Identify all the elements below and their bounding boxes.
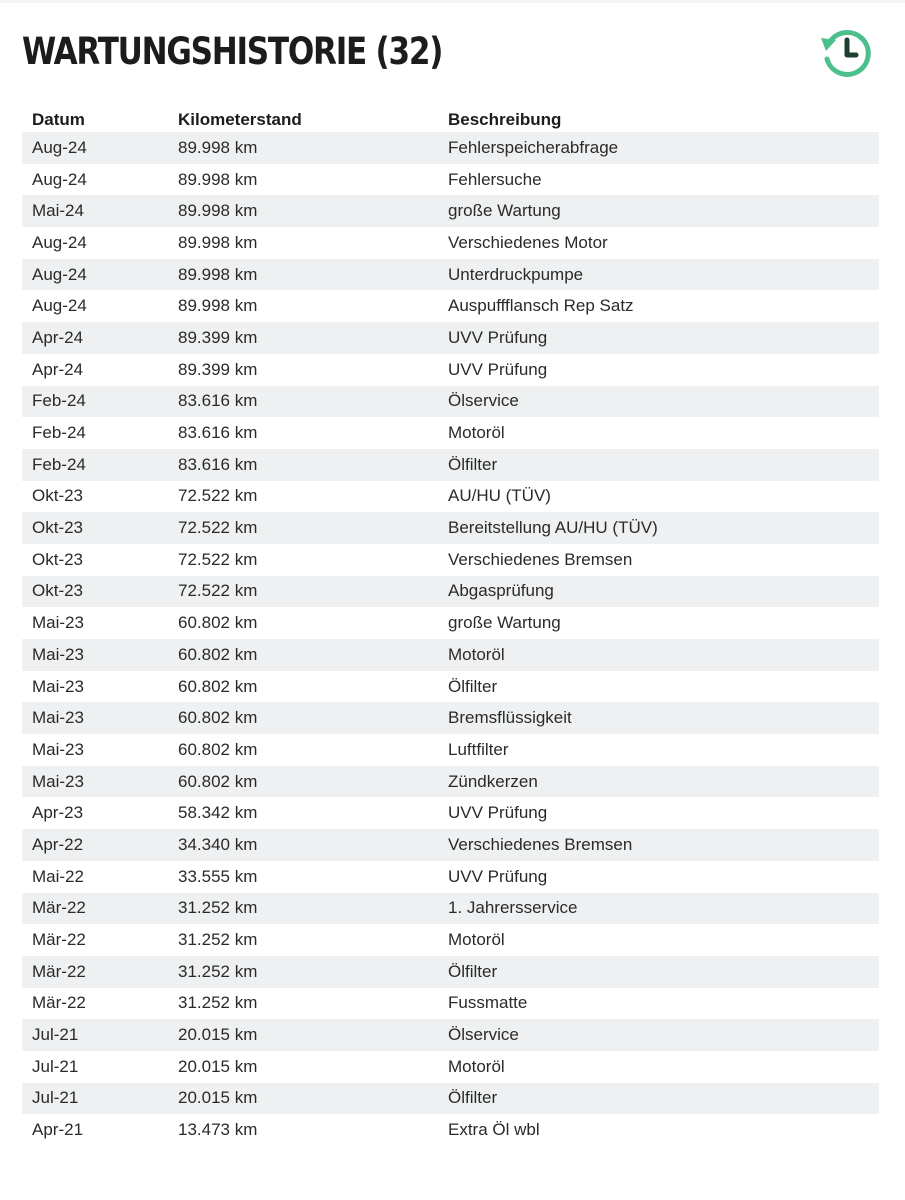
column-header-description: Beschreibung: [448, 109, 562, 129]
column-header-mileage: Kilometerstand: [178, 109, 302, 129]
cell-description: Motoröl: [438, 639, 879, 671]
cell-date: Apr-21: [22, 1114, 168, 1146]
cell-description: Fehlerspeicherabfrage: [438, 132, 879, 164]
table-row: [22, 607, 879, 639]
cell-description: Bereitstellung AU/HU (TÜV): [438, 512, 879, 544]
table-row: [22, 797, 879, 829]
page-title: WARTUNGSHISTORIE (32): [22, 30, 443, 73]
table-row: [22, 956, 879, 988]
cell-description: 1. Jahrersservice: [438, 893, 879, 925]
cell-mileage: 31.252 km: [168, 893, 438, 925]
cell-date: Mai-23: [22, 607, 168, 639]
table-row: [22, 1114, 879, 1146]
cell-mileage: 31.252 km: [168, 924, 438, 956]
cell-description: Verschiedenes Bremsen: [438, 544, 879, 576]
cell-mileage: 20.015 km: [168, 1019, 438, 1051]
cell-mileage: 89.998 km: [168, 290, 438, 322]
cell-date: Jul-21: [22, 1051, 168, 1083]
cell-description: Verschiedenes Motor: [438, 227, 879, 259]
cell-mileage: 31.252 km: [168, 956, 438, 988]
cell-date: Apr-23: [22, 797, 168, 829]
cell-description: große Wartung: [438, 607, 879, 639]
table-row: [22, 829, 879, 861]
cell-description: Motoröl: [438, 417, 879, 449]
cell-date: Mär-22: [22, 893, 168, 925]
cell-mileage: 58.342 km: [168, 797, 438, 829]
table-row: [22, 1019, 879, 1051]
cell-description: UVV Prüfung: [438, 861, 879, 893]
cell-date: Okt-23: [22, 481, 168, 513]
cell-date: Aug-24: [22, 132, 168, 164]
cell-mileage: 13.473 km: [168, 1114, 438, 1146]
cell-date: Mai-23: [22, 734, 168, 766]
cell-mileage: 89.399 km: [168, 322, 438, 354]
cell-description: UVV Prüfung: [438, 354, 879, 386]
cell-date: Feb-24: [22, 449, 168, 481]
cell-mileage: 89.998 km: [168, 259, 438, 291]
table-row: [22, 544, 879, 576]
table-row: [22, 195, 879, 227]
cell-date: Mai-23: [22, 671, 168, 703]
cell-description: Zündkerzen: [438, 766, 879, 798]
cell-date: Okt-23: [22, 544, 168, 576]
cell-description: Fussmatte: [438, 988, 879, 1020]
table-row: [22, 259, 879, 291]
cell-mileage: 60.802 km: [168, 639, 438, 671]
cell-mileage: 72.522 km: [168, 512, 438, 544]
history-clock-icon[interactable]: [819, 25, 875, 81]
cell-description: Auspuffflansch Rep Satz: [438, 290, 879, 322]
table-row: [22, 766, 879, 798]
cell-date: Feb-24: [22, 417, 168, 449]
cell-date: Mär-22: [22, 988, 168, 1020]
cell-description: Ölfilter: [438, 449, 879, 481]
cell-mileage: 89.998 km: [168, 164, 438, 196]
cell-mileage: 60.802 km: [168, 671, 438, 703]
cell-mileage: 60.802 km: [168, 702, 438, 734]
cell-date: Aug-24: [22, 164, 168, 196]
cell-mileage: 83.616 km: [168, 417, 438, 449]
cell-description: Extra Öl wbl: [438, 1114, 879, 1146]
cell-description: Abgasprüfung: [438, 576, 879, 608]
column-header-date: Datum: [32, 109, 85, 129]
cell-mileage: 72.522 km: [168, 481, 438, 513]
cell-date: Mai-23: [22, 766, 168, 798]
cell-description: große Wartung: [438, 195, 879, 227]
table-row: [22, 417, 879, 449]
table-row: [22, 481, 879, 513]
table-row: [22, 639, 879, 671]
table-row: [22, 164, 879, 196]
table-row: [22, 322, 879, 354]
cell-mileage: 89.399 km: [168, 354, 438, 386]
cell-date: Aug-24: [22, 290, 168, 322]
table-row: [22, 734, 879, 766]
table-row: [22, 671, 879, 703]
cell-mileage: 33.555 km: [168, 861, 438, 893]
table-row: [22, 861, 879, 893]
cell-description: Bremsflüssigkeit: [438, 702, 879, 734]
cell-date: Aug-24: [22, 259, 168, 291]
cell-mileage: 83.616 km: [168, 449, 438, 481]
cell-description: Ölservice: [438, 386, 879, 418]
cell-description: Ölfilter: [438, 671, 879, 703]
cell-date: Aug-24: [22, 227, 168, 259]
cell-date: Feb-24: [22, 386, 168, 418]
cell-mileage: 34.340 km: [168, 829, 438, 861]
maintenance-table: [22, 100, 879, 1146]
cell-mileage: 89.998 km: [168, 132, 438, 164]
header: [22, 0, 881, 100]
table-row: [22, 132, 879, 164]
cell-date: Jul-21: [22, 1019, 168, 1051]
cell-date: Okt-23: [22, 576, 168, 608]
cell-mileage: 20.015 km: [168, 1083, 438, 1115]
cell-date: Okt-23: [22, 512, 168, 544]
cell-description: Unterdruckpumpe: [438, 259, 879, 291]
cell-date: Mai-23: [22, 702, 168, 734]
cell-description: Luftfilter: [438, 734, 879, 766]
cell-date: Mär-22: [22, 956, 168, 988]
table-row: [22, 576, 879, 608]
cell-description: UVV Prüfung: [438, 322, 879, 354]
cell-mileage: 83.616 km: [168, 386, 438, 418]
cell-date: Mai-24: [22, 195, 168, 227]
cell-date: Mai-22: [22, 861, 168, 893]
cell-date: Apr-24: [22, 354, 168, 386]
table-row: [22, 1083, 879, 1115]
cell-date: Mär-22: [22, 924, 168, 956]
cell-mileage: 72.522 km: [168, 576, 438, 608]
cell-description: AU/HU (TÜV): [438, 481, 879, 513]
cell-description: Ölfilter: [438, 956, 879, 988]
cell-description: Ölfilter: [438, 1083, 879, 1115]
table-row: [22, 386, 879, 418]
cell-mileage: 60.802 km: [168, 734, 438, 766]
cell-description: UVV Prüfung: [438, 797, 879, 829]
cell-mileage: 31.252 km: [168, 988, 438, 1020]
cell-mileage: 60.802 km: [168, 607, 438, 639]
table-row: [22, 893, 879, 925]
cell-mileage: 89.998 km: [168, 227, 438, 259]
cell-mileage: 89.998 km: [168, 195, 438, 227]
table-row: [22, 924, 879, 956]
cell-description: Motoröl: [438, 924, 879, 956]
table-row: [22, 227, 879, 259]
cell-description: Motoröl: [438, 1051, 879, 1083]
table-row: [22, 449, 879, 481]
table-row: [22, 290, 879, 322]
cell-date: Apr-24: [22, 322, 168, 354]
cell-date: Apr-22: [22, 829, 168, 861]
table-row: [22, 512, 879, 544]
table-row: [22, 702, 879, 734]
cell-date: Jul-21: [22, 1083, 168, 1115]
table-row: [22, 1051, 879, 1083]
table-row: [22, 988, 879, 1020]
cell-description: Verschiedenes Bremsen: [438, 829, 879, 861]
cell-date: Mai-23: [22, 639, 168, 671]
cell-description: Ölservice: [438, 1019, 879, 1051]
table-row: [22, 354, 879, 386]
cell-mileage: 60.802 km: [168, 766, 438, 798]
table-header-row: [22, 100, 879, 132]
cell-mileage: 72.522 km: [168, 544, 438, 576]
cell-mileage: 20.015 km: [168, 1051, 438, 1083]
cell-description: Fehlersuche: [438, 164, 879, 196]
